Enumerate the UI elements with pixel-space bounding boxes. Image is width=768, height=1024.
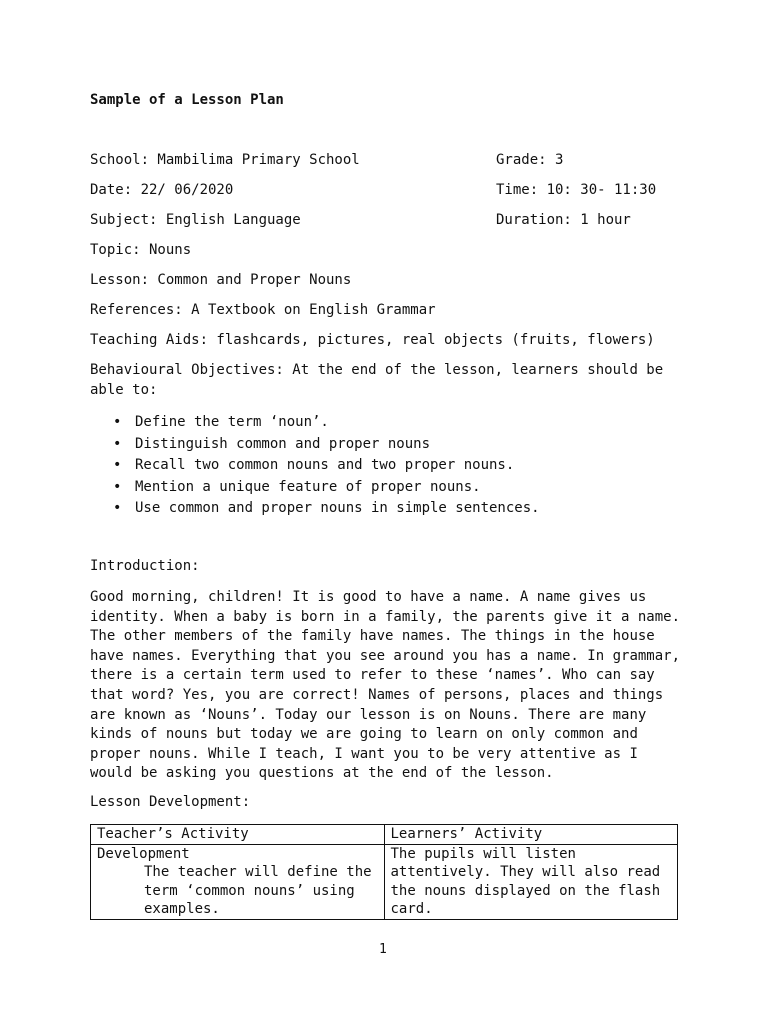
references-field: References: A Textbook on English Grammar (90, 302, 436, 318)
time-field: Time: 10: 30- 11:30 (496, 182, 657, 198)
list-item (90, 477, 540, 499)
list-item (90, 498, 540, 520)
lesson-field: Lesson: Common and Proper Nouns (90, 272, 352, 288)
objectives-intro-line-1: Behavioural Objectives: At the end of the lesson, learners should be (90, 362, 664, 378)
topic-field: Topic: Nouns (90, 242, 192, 258)
bullet-icon: • (113, 414, 122, 430)
bullet-icon: • (113, 500, 122, 516)
bullet-icon: • (113, 435, 122, 452)
objective-text: Define the term ‘noun’. (135, 414, 329, 430)
objective-text: Distinguish common and proper nouns (135, 435, 431, 452)
bullet-icon: • (113, 457, 122, 473)
column-header-learners: Learners’ Activity (384, 825, 678, 845)
list-item (90, 412, 540, 434)
grade-field: Grade: 3 (496, 152, 564, 168)
lesson-development-heading: Lesson Development: (90, 794, 251, 810)
objectives-list (90, 412, 540, 520)
bullet-icon: • (113, 478, 122, 495)
learners-activity-text: The pupils will listen attentively. They will also read the nouns displayed on the flash card. (390, 845, 661, 917)
date-field: Date: 22/ 06/2020 (90, 182, 234, 198)
table-header-row (91, 825, 678, 845)
list-item (90, 434, 540, 456)
objectives-intro-line-2: able to: (90, 382, 158, 398)
introduction-body: Good morning, children! It is good to have a name. A name gives us identity. When a baby is born in a family, the parents give it a name. The other members of the family have names. The things in the house have names. Everything that you see around you has a name. In grammar, there is a certain term used to refer to these ‘names’. Who can say that word? Yes, you are correct! Names of persons, places and things are known as ‘Nouns’. Today our lesson is on Nouns. There are many kinds of nouns but today we are going to learn on only common and proper nouns. While I teach, I want you to be very attentive as I would be asking you questions at the end of the lesson. (90, 589, 681, 782)
objective-text: Mention a unique feature of proper nouns. (135, 478, 481, 495)
document-title: Sample of a Lesson Plan (90, 92, 284, 108)
list-item (90, 455, 540, 477)
page-number: 1 (379, 942, 387, 957)
teacher-activity-cell (91, 844, 385, 919)
objective-text: Use common and proper nouns in simple sentences. (135, 500, 540, 516)
teacher-activity-text: The teacher will define the term ‘common nouns’ using examples. (144, 864, 372, 917)
info-row-school-grade (90, 152, 690, 172)
info-row-subject-duration (90, 212, 690, 232)
introduction-heading: Introduction: (90, 558, 200, 574)
learners-activity-cell (384, 844, 678, 919)
teacher-activity-heading: Development (97, 845, 190, 862)
info-row-date-time (90, 182, 690, 202)
duration-field: Duration: 1 hour (496, 212, 631, 228)
teaching-aids-field: Teaching Aids: flashcards, pictures, real objects (fruits, flowers) (90, 332, 655, 348)
objective-text: Recall two common nouns and two proper nouns. (135, 457, 515, 473)
lesson-development-table (90, 824, 678, 920)
subject-field: Subject: English Language (90, 212, 301, 228)
school-field: School: Mambilima Primary School (90, 152, 360, 168)
table-row (91, 844, 678, 919)
column-header-teacher: Teacher’s Activity (91, 825, 385, 845)
